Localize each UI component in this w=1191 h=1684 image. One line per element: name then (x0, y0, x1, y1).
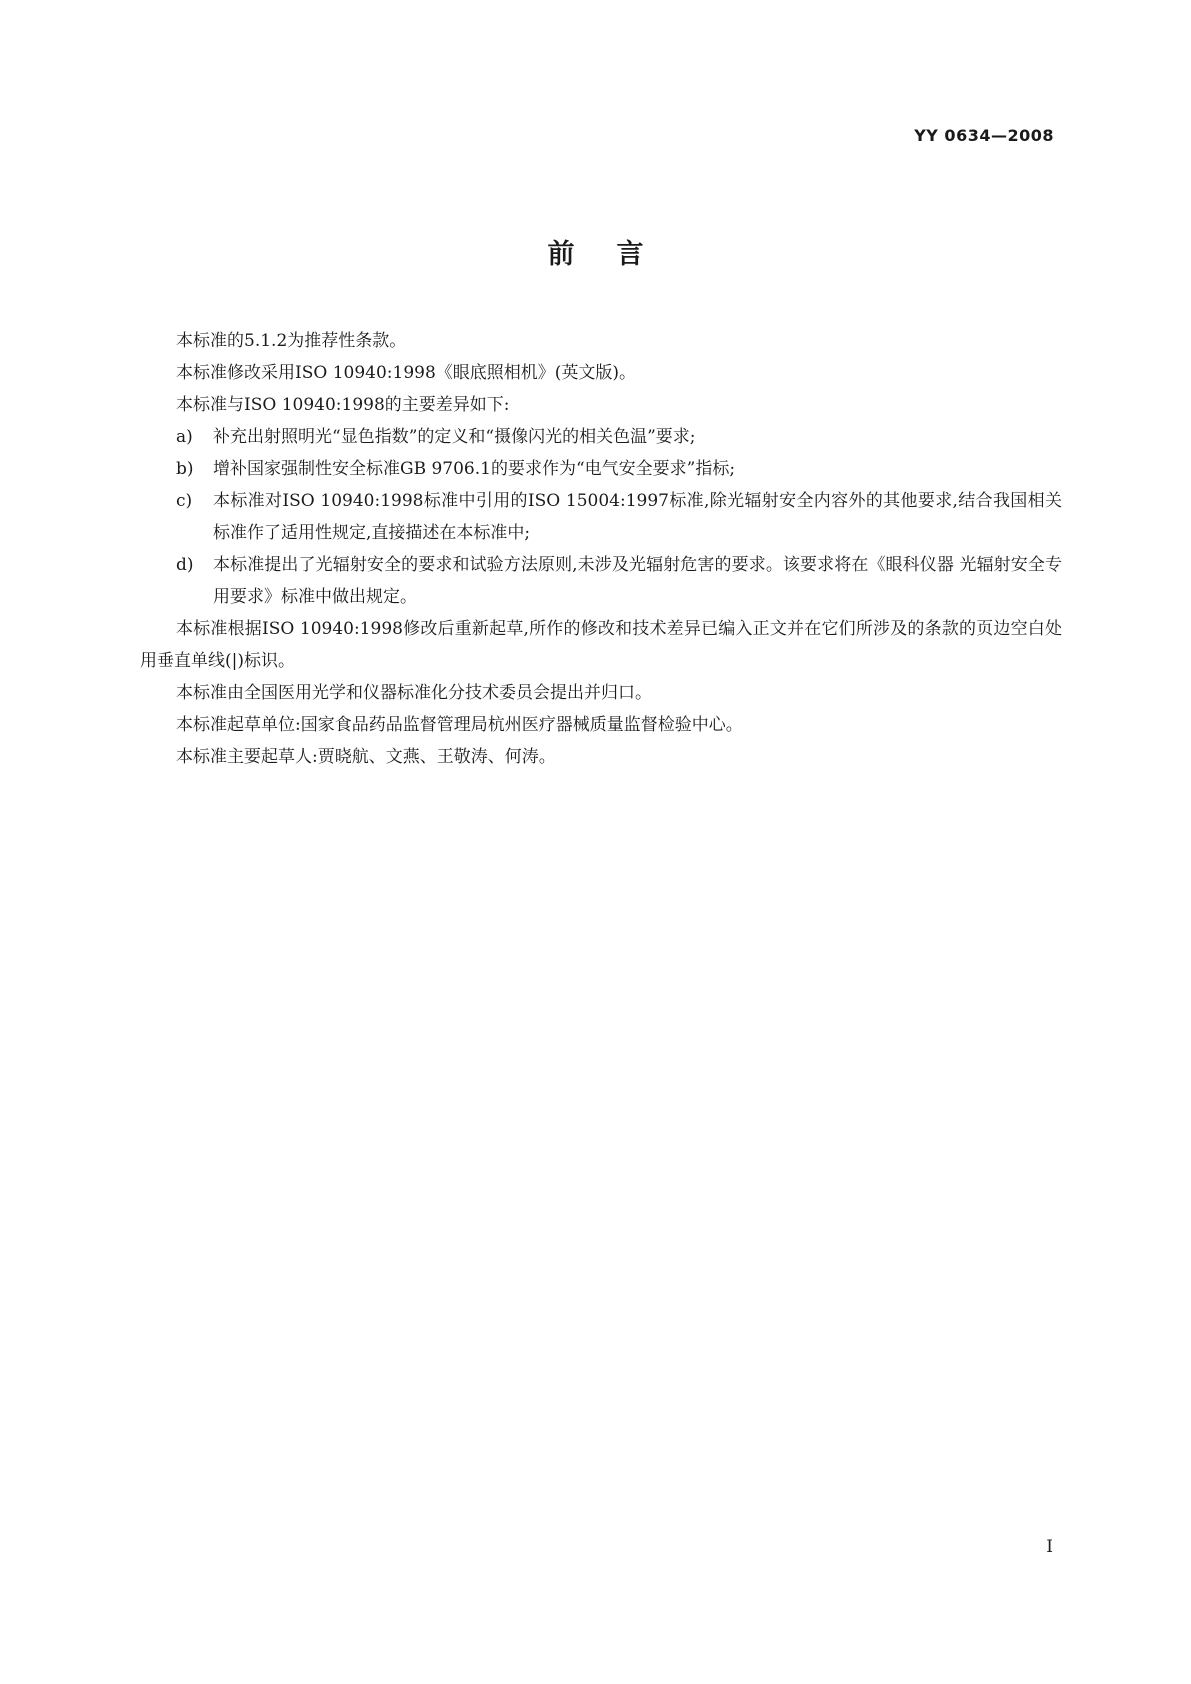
list-item (140, 549, 1062, 613)
list-marker: c) (176, 491, 193, 511)
list-item-text: 补充出射照明光“显色指数”的定义和“摄像闪光的相关色温”要求; (213, 427, 696, 447)
paragraph: 本标准根据ISO 10940:1998修改后重新起草,所作的修改和技术差异已编入正文并在它们所涉及的条款的页边空白处用垂直单线(|)标识。 (140, 619, 1062, 671)
page-title: 前言 (547, 239, 686, 270)
list-item (140, 453, 1062, 485)
list-marker: d) (176, 555, 194, 575)
list-marker: a) (176, 427, 193, 447)
foreword-body (140, 325, 1062, 773)
paragraph: 本标准的5.1.2为推荐性条款。 (176, 331, 407, 351)
paragraph: 本标准主要起草人:贾晓航、文燕、王敬涛、何涛。 (176, 747, 556, 767)
paragraph: 本标准由全国医用光学和仪器标准化分技术委员会提出并归口。 (176, 683, 652, 703)
standard-code: YY 0634—2008 (914, 126, 1054, 145)
page-number: I (1046, 1537, 1053, 1557)
list-marker: b) (176, 459, 194, 479)
list-item-text: 本标准对ISO 10940:1998标准中引用的ISO 15004:1997标准,除光辐射安全内容外的其他要求,结合我国相关标准作了适用性规定,直接描述在本标准中; (213, 491, 1062, 543)
list-item-text: 本标准提出了光辐射安全的要求和试验方法原则,未涉及光辐射危害的要求。该要求将在《眼科仪器 光辐射安全专用要求》标准中做出规定。 (213, 555, 1062, 607)
paragraph: 本标准与ISO 10940:1998的主要差异如下: (176, 395, 510, 415)
list-item (140, 485, 1062, 549)
paragraph: 本标准起草单位:国家食品药品监督管理局杭州医疗器械质量监督检验中心。 (176, 715, 743, 735)
paragraph: 本标准修改采用ISO 10940:1998《眼底照相机》(英文版)。 (176, 363, 637, 383)
list-item-text: 增补国家强制性安全标准GB 9706.1的要求作为“电气安全要求”指标; (213, 459, 736, 479)
list-item (140, 421, 1062, 453)
